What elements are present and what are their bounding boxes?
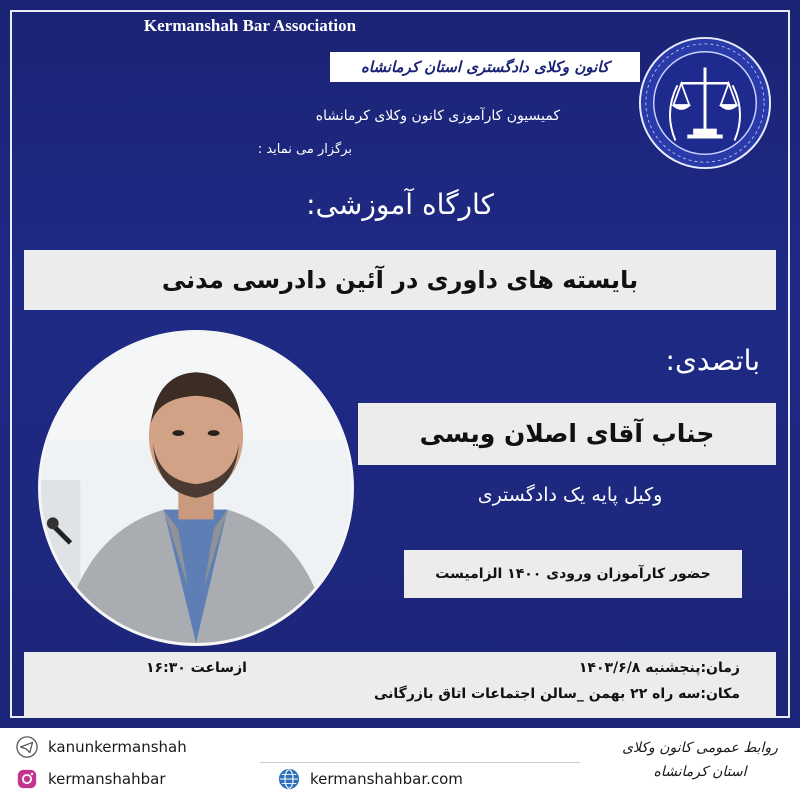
association-name-fa: کانون وکلای دادگستری استان کرمانشاه (330, 52, 640, 82)
footer (0, 728, 800, 800)
website-url[interactable]: kermanshahbar.com (310, 770, 463, 788)
instagram-icon (16, 768, 38, 790)
footer-divider (260, 762, 580, 763)
telegram-handle[interactable]: kanunkermanshah (48, 738, 187, 756)
event-details (24, 652, 776, 718)
speaker-role: وکیل پایه یک دادگستری (477, 484, 663, 506)
event-time: ازساعت ۱۶:۳۰ (146, 660, 247, 676)
workshop-title: بایسته های داوری در آئین دادرسی مدنی (24, 250, 776, 310)
speaker-name: جناب آقای اصلان ویسی (358, 403, 776, 465)
presents-text: برگزار می نماید : (257, 142, 352, 157)
workshop-heading: کارگاه آموزشی: (306, 188, 494, 221)
telegram-icon (16, 736, 38, 758)
globe-icon (278, 768, 300, 790)
instagram-handle[interactable]: kermanshahbar (48, 770, 166, 788)
instagram-contact[interactable] (16, 768, 166, 790)
bar-association-logo (636, 34, 774, 172)
pr-line-2: استان کرمانشاه (653, 764, 747, 780)
association-name-en: Kermanshah Bar Association (143, 16, 357, 35)
speaker-heading: باتصدی: (665, 344, 760, 377)
event-location: مکان:سه راه ۲۲ بهمن _سالن اجتماعات اتاق بازرگانی (374, 686, 740, 702)
pr-line-1: روابط عمومی کانون وکلای (622, 740, 778, 756)
attendance-notice: حضور کارآموزان ورودی ۱۴۰۰ الزامیست (404, 550, 742, 598)
committee-name: کمیسیون کارآموزی کانون وکلای کرمانشاه (315, 108, 560, 124)
telegram-contact[interactable] (16, 736, 187, 758)
speaker-photo (38, 330, 354, 646)
public-relations-signature (606, 736, 794, 794)
event-date: زمان:پنجشنبه ۱۴۰۳/۶/۸ (578, 660, 740, 676)
website-contact[interactable] (278, 768, 463, 790)
